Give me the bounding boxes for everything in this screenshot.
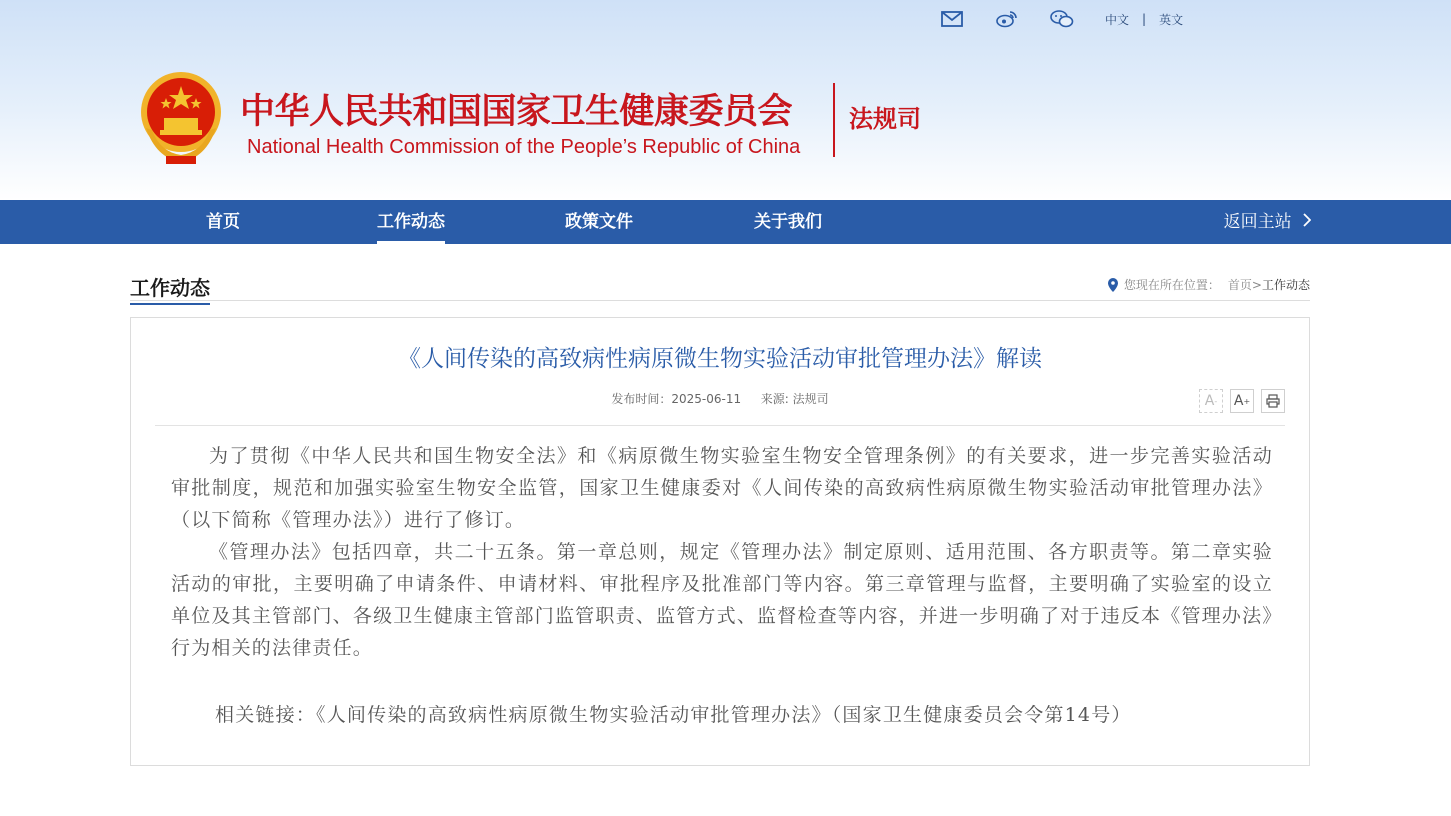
- site-header: [0, 0, 1451, 200]
- mail-icon[interactable]: [940, 9, 964, 29]
- main-nav: [0, 200, 1451, 244]
- chevron-right-icon: [1303, 200, 1311, 244]
- nav-item-policy-docs[interactable]: 政策文件: [565, 212, 633, 232]
- related-links: [215, 700, 1132, 727]
- breadcrumb-separator: >: [1251, 277, 1262, 292]
- location-pin-icon: [1108, 278, 1118, 292]
- publish-date: 2025-06-11: [671, 392, 742, 406]
- nav-item-work-news[interactable]: 工作动态: [377, 200, 445, 244]
- print-button[interactable]: [1261, 389, 1285, 413]
- source-value: 法规司: [792, 392, 829, 406]
- weibo-icon[interactable]: [995, 9, 1019, 29]
- related-link[interactable]: 《人间传染的高致病性病原微生物实验活动审批管理办法》（国家卫生健康委员会令第14号）: [316, 704, 1132, 726]
- article-tools: [1192, 389, 1285, 413]
- top-toolbar: [940, 8, 1183, 30]
- nav-item-about-us[interactable]: 关于我们: [754, 212, 822, 232]
- header-divider: [833, 83, 835, 157]
- font-decrease-button[interactable]: A -: [1199, 389, 1223, 413]
- article-paragraph: 为了贯彻《中华人民共和国生物安全法》和《病原微生物实验室生物安全管理条例》的有关要求，进一步完善实验活动审批制度，规范和加强实验室生物安全监管，国家卫生健康委对《人间传染的高致病性病原微生物实验活动审批管理办法》（以下简称《管理办法》）进行了修订。: [171, 445, 1273, 531]
- breadcrumb-current: 工作动态: [1261, 278, 1310, 292]
- section-divider: [130, 300, 1310, 301]
- wechat-icon[interactable]: [1050, 9, 1074, 29]
- lang-separator: |: [1142, 12, 1147, 26]
- article-card: [130, 317, 1310, 766]
- source-label: 来源:: [760, 392, 793, 406]
- lang-chinese-link[interactable]: 中文: [1105, 12, 1130, 27]
- national-emblem-logo[interactable]: [136, 68, 226, 168]
- department-name: 法规司: [849, 105, 921, 133]
- breadcrumb-home-link[interactable]: 首页: [1227, 278, 1252, 292]
- site-name-chinese: 中华人民共和国国家卫生健康委员会: [240, 92, 793, 132]
- breadcrumb-prefix: 您现在所在位置：: [1123, 278, 1220, 292]
- site-name-english: National Health Commission of the People’s Republic of China: [247, 136, 801, 158]
- back-to-main-site-link[interactable]: [1224, 200, 1311, 244]
- font-increase-button[interactable]: A +: [1230, 389, 1254, 413]
- article-title: 《人间传染的高致病性病原微生物实验活动审批管理办法》解读: [398, 346, 1042, 372]
- section-title: 工作动态: [130, 272, 210, 305]
- article-divider: [155, 425, 1285, 426]
- article-body: [171, 440, 1273, 664]
- print-icon: [1266, 394, 1280, 408]
- article-meta: [131, 390, 1309, 407]
- back-to-main-site-label: 返回主站: [1223, 212, 1292, 232]
- related-links-label: 相关链接：: [215, 704, 317, 726]
- nav-item-home[interactable]: 首页: [206, 212, 240, 232]
- article-paragraph: 《管理办法》包括四章，共二十五条。第一章总则，规定《管理办法》制定原则、适用范围、各方职责等。第二章实验活动的审批，主要明确了申请条件、申请材料、审批程序及批准部门等内容。第三章管理与监督，主要明确了实验室的设立单位及其主管部门、各级卫生健康主管部门监管职责、监管方式、监督检查等内容，并进一步明确了对于违反本《管理办法》行为相关的法律责任。: [171, 541, 1273, 659]
- publish-date-label: 发布时间：: [611, 392, 672, 406]
- breadcrumb: [1108, 276, 1310, 293]
- lang-english-link[interactable]: 英文: [1159, 12, 1184, 27]
